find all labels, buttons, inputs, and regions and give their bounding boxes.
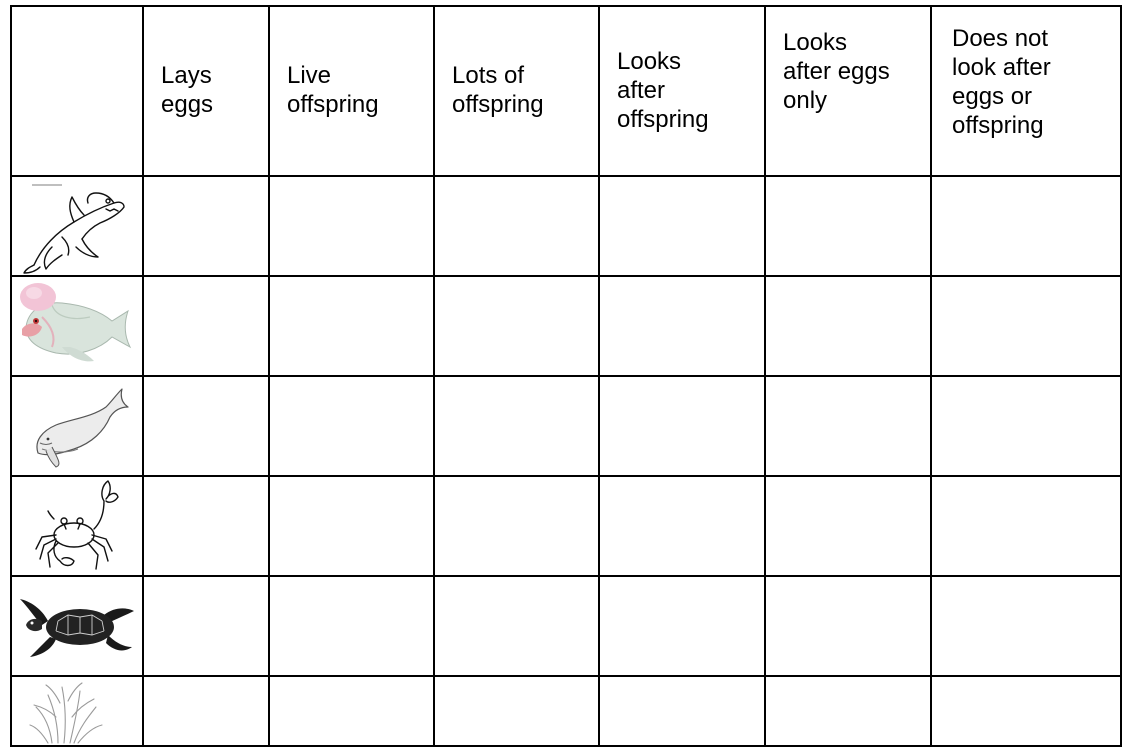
header-lays-eggs [143,6,269,176]
table-cell[interactable] [765,576,931,676]
table-row [11,576,1121,676]
table-row [11,176,1121,276]
table-row [11,276,1121,376]
header-label: Lays eggs [161,62,214,118]
table-row [11,476,1121,576]
table-cell[interactable] [765,476,931,576]
table-cell[interactable] [599,176,765,276]
table-cell[interactable] [269,476,434,576]
header-row [11,6,1121,176]
table-cell[interactable] [269,376,434,476]
animal-image-cell [11,376,143,476]
table-cell[interactable] [434,176,599,276]
table-cell[interactable] [599,576,765,676]
table-cell[interactable] [434,476,599,576]
header-label: Looks after offspring [617,48,709,133]
animal-image-cell [11,276,143,376]
whale-icon [12,377,142,475]
fish-icon [12,277,142,375]
header-looks-after-offspring [599,6,765,176]
header-lots-of-offspring [434,6,599,176]
animal-reproduction-table [10,5,1122,747]
table-cell[interactable] [269,176,434,276]
table-cell[interactable] [269,576,434,676]
table-row [11,676,1121,746]
header-label: Does not look after eggs or offspring [952,25,1051,139]
animal-image-cell [11,476,143,576]
table-cell[interactable] [269,276,434,376]
table-cell[interactable] [434,576,599,676]
table-cell[interactable] [931,676,1121,746]
turtle-icon [12,577,142,675]
table-cell[interactable] [143,276,269,376]
table-cell[interactable] [931,576,1121,676]
animal-image-cell [11,676,143,746]
table-cell[interactable] [765,176,931,276]
table-cell[interactable] [143,176,269,276]
crab-icon [12,477,142,575]
header-label: Lots of offspring [452,62,544,118]
table-cell[interactable] [931,276,1121,376]
table-cell[interactable] [931,476,1121,576]
table-cell[interactable] [143,476,269,576]
sea-anemone-icon [12,677,142,745]
header-label: Looks after eggs only [783,29,890,114]
table-cell[interactable] [599,476,765,576]
header-corner-cell [11,6,143,176]
table-cell[interactable] [599,376,765,476]
animal-image-cell [11,576,143,676]
header-live-offspring [269,6,434,176]
table-cell[interactable] [765,376,931,476]
table-cell[interactable] [269,676,434,746]
table-row [11,376,1121,476]
table-cell[interactable] [143,376,269,476]
table-cell[interactable] [434,676,599,746]
header-looks-after-eggs-only [765,6,931,176]
shark-icon [12,177,142,275]
header-does-not-look-after [931,6,1121,176]
table-cell[interactable] [931,376,1121,476]
table-cell[interactable] [931,176,1121,276]
table-cell[interactable] [599,276,765,376]
table-cell[interactable] [143,576,269,676]
animal-image-cell [11,176,143,276]
table-cell[interactable] [765,276,931,376]
table-cell[interactable] [599,676,765,746]
table-cell[interactable] [143,676,269,746]
header-label: Live offspring [287,62,379,118]
table-cell[interactable] [765,676,931,746]
table-cell[interactable] [434,376,599,476]
table-cell[interactable] [434,276,599,376]
